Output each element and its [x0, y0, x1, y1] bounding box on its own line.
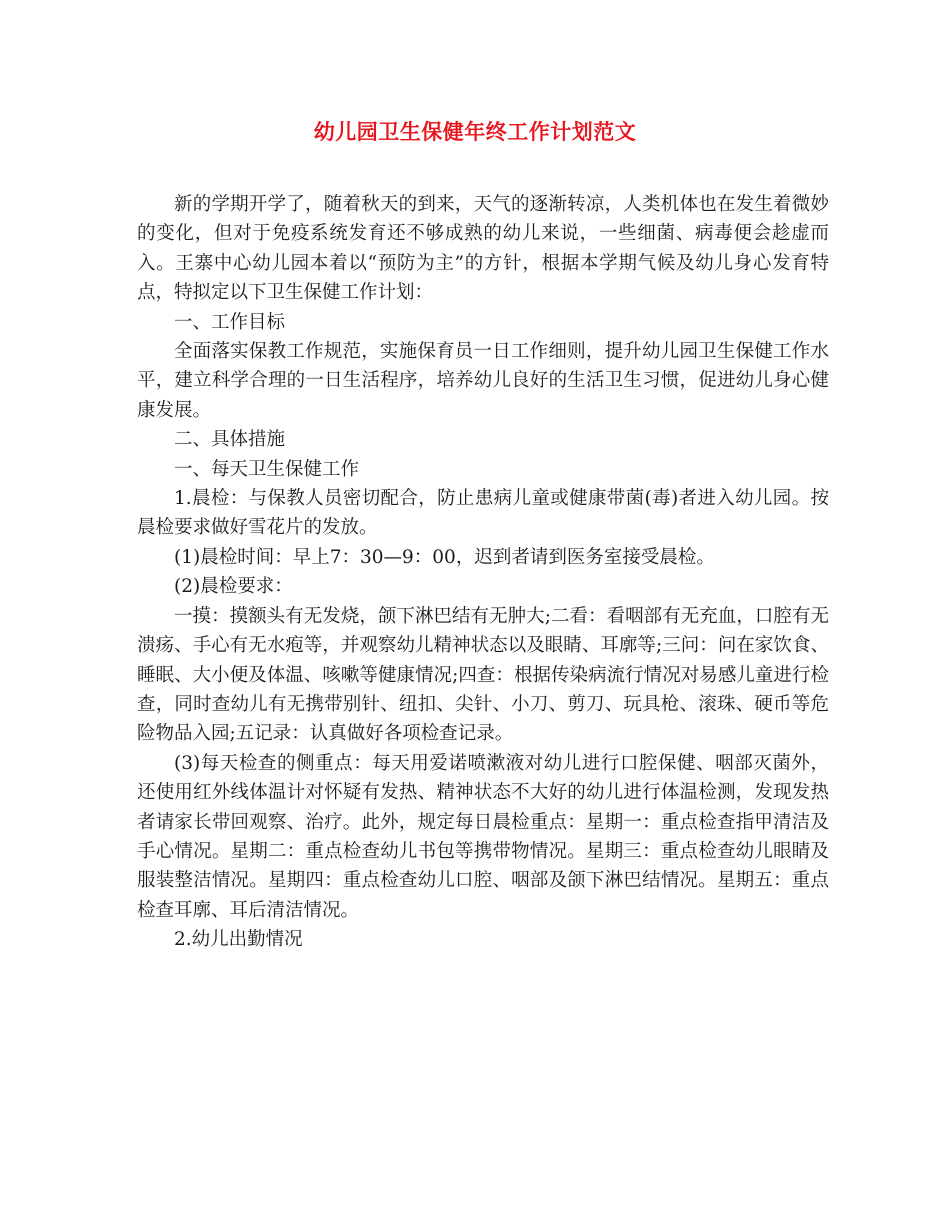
- document-body: [137, 190, 829, 955]
- paragraph-daily-focus: (3)每天检查的侧重点：每天用爱诺喷漱液对幼儿进行口腔保健、咽部灭菌外，还使用红外线体温计对怀疑有发热、精神状态不大好的幼儿进行体温检测，发现发热者请家长带回观察、治疗。此外，规定每日晨检重点：星期一：重点检查指甲清洁及手心情况。星期二：重点检查幼儿书包等携带物情况。星期三：重点检查幼儿眼睛及服装整洁情况。星期四：重点检查幼儿口腔、咽部及颌下淋巴结情况。星期五：重点检查耳廓、耳后清洁情况。: [137, 752, 829, 921]
- paragraph-goals: 全面落实保教工作规范，实施保育员一日工作细则，提升幼儿园卫生保健工作水平，建立科学合理的一日生活程序，培养幼儿良好的生活卫生习惯，促进幼儿身心健康发展。: [137, 341, 829, 421]
- heading-attendance: 2.幼儿出勤情况: [174, 929, 303, 951]
- paragraph-check-requirements: (2)晨检要求：: [174, 576, 293, 598]
- paragraph-check-time: (1)晨检时间：早上7：30—9：00，迟到者请到医务室接受晨检。: [174, 546, 715, 568]
- document-title: 幼儿园卫生保健年终工作计划范文: [313, 119, 637, 144]
- paragraph-intro: 新的学期开学了，随着秋天的到来，天气的逐渐转凉，人类机体也在发生着微妙的变化，但对于免疫系统发育还不够成熟的幼儿来说，一些细菌、病毒便会趁虚而入。王寨中心幼儿园本着以“预防为主”的方针，根据本学期气候及幼儿身心发育特点，特拟定以下卫生保健工作计划：: [137, 194, 829, 304]
- heading-specific-measures: 二、具体措施: [174, 429, 286, 451]
- paragraph-morning-check: 1.晨检：与保教人员密切配合，防止患病儿童或健康带菌(毒)者进入幼儿园。按晨检要求做好雪花片的发放。: [137, 488, 829, 539]
- paragraph-check-steps: 一摸：摸额头有无发烧，颌下淋巴结有无肿大;二看：看咽部有无充血，口腔有无溃疡、手心有无水疱等，并观察幼儿精神状态以及眼睛、耳廓等;三问：问在家饮食、睡眠、大小便及体温、咳嗽等健康情况;四查：根据传染病流行情况对易感儿童进行检查，同时查幼儿有无携带别针、纽扣、尖针、小刀、剪刀、玩具枪、滚珠、硬币等危险物品入园;五记录：认真做好各项检查记录。: [137, 605, 829, 745]
- heading-daily-health-work: 一、每天卫生保健工作: [174, 458, 360, 480]
- heading-work-goals: 一、工作目标: [174, 311, 286, 333]
